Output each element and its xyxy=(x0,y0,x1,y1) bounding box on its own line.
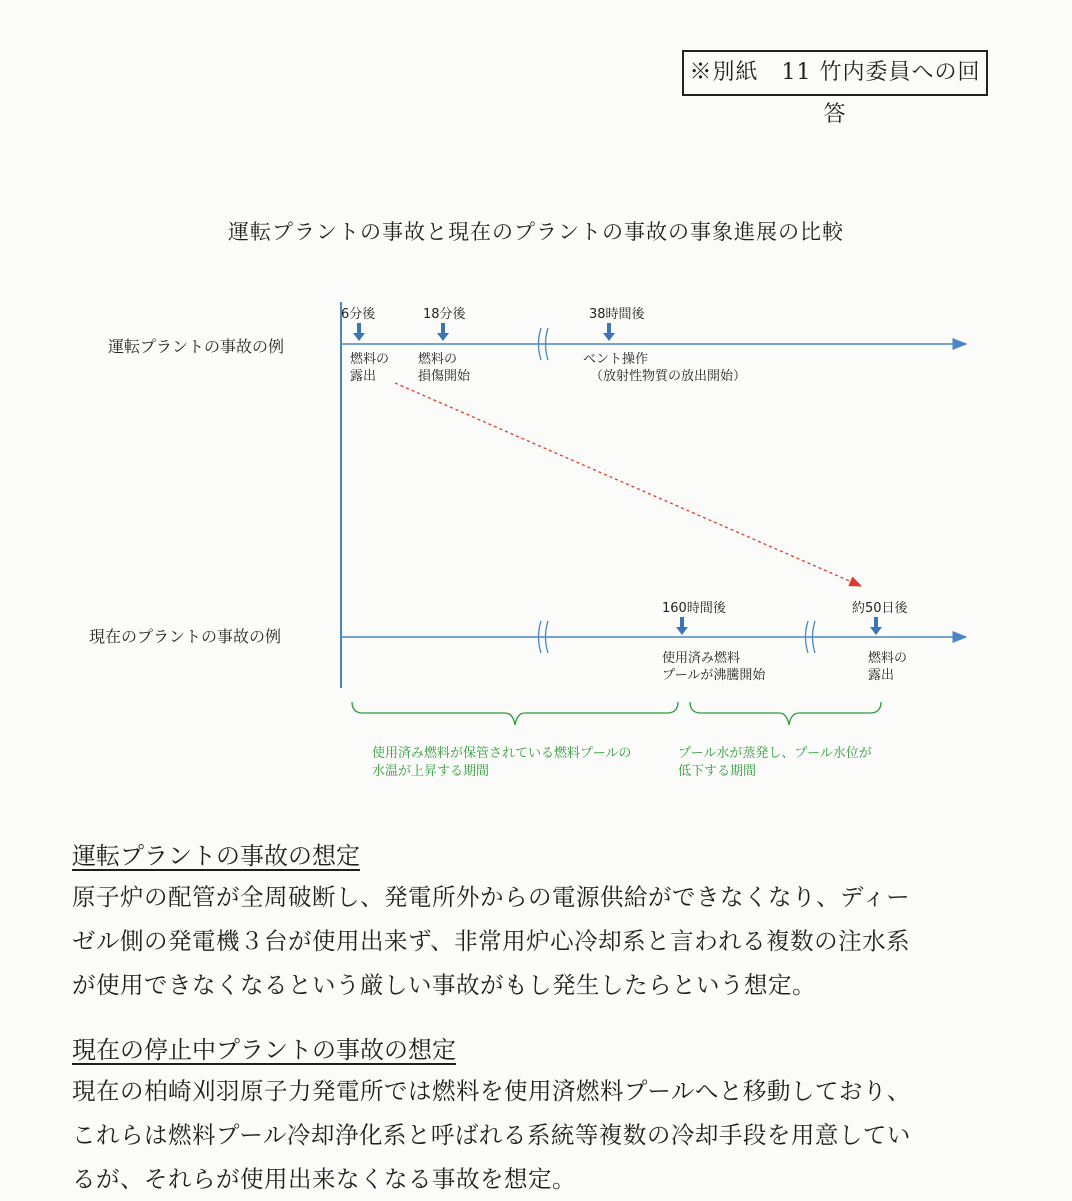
shutdown-plant-accident-text xyxy=(72,1069,911,1201)
paragraph-line: るが、それらが使用出来なくなる事故を想定。 xyxy=(72,1165,576,1193)
operating-plant-accident-heading: 運転プラントの事故の想定 xyxy=(72,842,360,870)
shutdown-plant-accident-heading: 現在の停止中プラントの事故の想定 xyxy=(72,1036,456,1064)
period2-line1: プール水が蒸発し、プール水位が xyxy=(678,746,872,761)
row1-event1-desc-line1: 燃料の xyxy=(350,352,390,367)
row1-label: 運転プラントの事故の例 xyxy=(108,337,285,356)
paragraph-line: 原子炉の配管が全周破断し、発電所外からの電源供給ができなくなり、ディー xyxy=(72,883,911,911)
row1-event3-desc-line2: （放射性物質の放出開始） xyxy=(590,369,747,384)
period1-brace xyxy=(352,702,678,725)
paragraph-line: これらは燃料プール冷却浄化系と呼ばれる系統等複数の冷却手段を用意してい xyxy=(72,1121,911,1149)
row2-event1-desc-line2: プールが沸騰開始 xyxy=(662,668,766,683)
row1-event3-time: 38時間後 xyxy=(589,307,645,322)
attachment-label: ※別紙 11 竹内委員への回答 xyxy=(682,50,988,96)
row1-event2-arrow-icon xyxy=(437,323,449,341)
paragraph-line: が使用できなくなるという厳しい事故がもし発生したらという想定。 xyxy=(72,971,816,999)
period2-brace xyxy=(690,702,881,725)
row1-event1-desc-line2: 露出 xyxy=(350,369,377,384)
period1-line2: 水温が上昇する期間 xyxy=(372,764,490,779)
row2-event2-time: 約50日後 xyxy=(852,601,908,616)
row1-event3-desc-line1: ベント操作 xyxy=(583,352,649,367)
period2-line2: 低下する期間 xyxy=(678,764,757,779)
paragraph-line: ゼル側の発電機３台が使用出来ず、非常用炉心冷却系と言われる複数の注水系 xyxy=(72,927,911,955)
row2-event2-desc-line1: 燃料の xyxy=(868,651,908,666)
operating-plant-accident-text xyxy=(72,875,910,1007)
paragraph-line: 現在の柏崎刈羽原子力発電所では燃料を使用済燃料プールへと移動しており、 xyxy=(72,1077,911,1105)
row2-event2-desc-line2: 露出 xyxy=(868,668,895,683)
row1-event1-arrow-icon xyxy=(353,323,365,341)
row1-event2-desc-line1: 燃料の xyxy=(418,352,458,367)
row2-event1-desc-line1: 使用済み燃料 xyxy=(662,651,741,666)
shutdown-plant-accident-section xyxy=(72,1030,911,1201)
event-timeline-diagram xyxy=(0,290,1072,790)
row1-event2-desc-line2: 損傷開始 xyxy=(418,369,471,384)
period1-line1: 使用済み燃料が保管されている燃料プールの xyxy=(372,746,632,761)
fuel-exposure-link-arrow xyxy=(395,383,861,586)
row2-event1-time: 160時間後 xyxy=(662,601,726,616)
diagram-title: 運転プラントの事故と現在のプラントの事故の事象進展の比較 xyxy=(228,220,844,244)
row1-event1-time: 6分後 xyxy=(341,307,376,322)
row2-label: 現在のプラントの事故の例 xyxy=(89,627,282,646)
operating-plant-accident-section xyxy=(72,836,910,1007)
row2-event2-arrow-icon xyxy=(870,617,882,635)
row2-event1-arrow-icon xyxy=(676,617,688,635)
row1-event3-arrow-icon xyxy=(603,323,615,341)
row1-event2-time: 18分後 xyxy=(423,307,466,322)
